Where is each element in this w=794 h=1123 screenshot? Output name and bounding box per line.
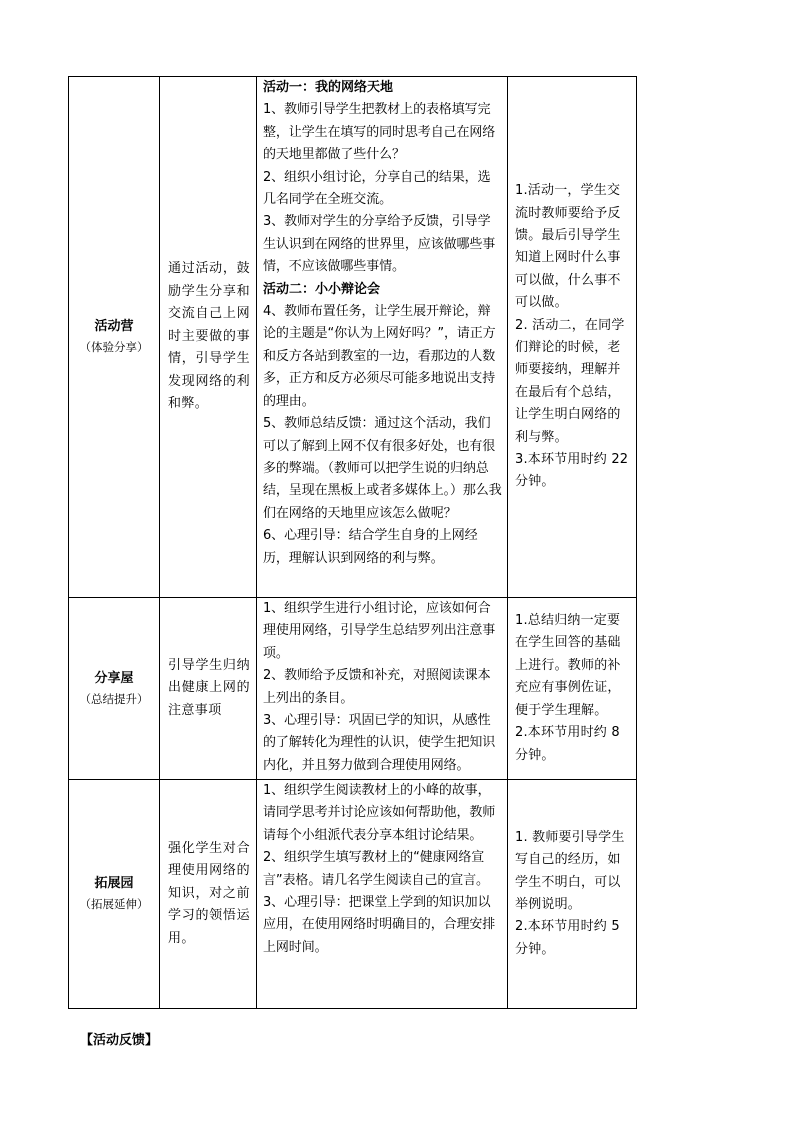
process-step: 4、教师布置任务，让学生展开辩论，辩论的主题是“你认为上网好吗？”，请正方和反方各站到教室的一边，看那边的人数多，正方和反方必须尽可能多地说出支持的理由。	[263, 304, 496, 409]
stage-goal: 通过活动，鼓励学生分享和交流自己上网时主要做的事情，引导学生发现网络的利和弊。	[168, 260, 250, 412]
process-heading: 活动二：小小辩论会	[263, 281, 381, 297]
stage-name: 活动营	[94, 319, 134, 334]
stage-note: 1.活动一，学生交流时教师要给予反馈。最后引导学生知道上网时什么事可以做，什么事不可以做。	[515, 183, 621, 311]
stage-notes-cell	[508, 77, 637, 598]
process-step: 5、教师总结反馈：通过这个活动，我们可以了解到上网不仅有很多好处，也有很多的弊端。（教师可以把学生说的归纳总结，呈现在黑板上或者多媒体上。）那么我们在网络的天地里应该怎么做呢？	[263, 416, 502, 521]
stage-subtitle: （拓展延伸）	[79, 897, 149, 911]
process-heading: 活动一：我的网络天地	[263, 80, 394, 95]
process-step: 2、组织小组讨论，分享自己的结果，选几名同学在全班交流。	[263, 169, 491, 208]
process-step: 1、组织学生阅读教材上的小峰的故事，请同学思考并讨论应该如何帮助他，教师请每个小组派代表分享本组讨论结果。	[263, 783, 496, 843]
stage-goal: 引导学生归纳出健康上网的注意事项	[168, 657, 250, 718]
stage-goal-cell	[160, 598, 257, 780]
stage-notes-cell	[508, 780, 637, 1009]
stage-process-cell	[257, 598, 508, 780]
lesson-plan-table	[68, 76, 637, 1009]
process-step: 2、组织学生填写教材上的“健康网络宣言”表格。请几名学生阅读自己的宣言。	[263, 850, 489, 888]
stage-name: 拓展园	[94, 876, 134, 891]
stage-goal-cell	[160, 77, 257, 598]
stage-name: 分享屋	[94, 670, 134, 686]
stage-note: 2.本环节用时约 8 分钟。	[515, 725, 620, 763]
feedback-heading: 【活动反馈】	[80, 1033, 159, 1048]
stage-goal-cell	[160, 780, 257, 1009]
process-step: 3、心理引导：巩固已学的知识，从感性的了解转化为理性的认识，使学生把知识内化，并且努力做到合理使用网络。	[263, 713, 496, 773]
stage-note: 3.本环节用时约 22 分钟。	[515, 452, 629, 490]
stage-subtitle: （总结提升）	[79, 691, 149, 706]
process-step: 3、教师对学生的分享给予反馈，引导学生认识到在网络的世界里，应该做哪些事情，不应该做哪些事情。	[263, 214, 496, 275]
stage-process-cell	[257, 780, 508, 1009]
process-step: 6、心理引导：结合学生自身的上网经历，理解认识到网络的利与弊。	[263, 528, 478, 566]
process-step: 3、心理引导：把课堂上学到的知识加以应用，在使用网络时明确目的，合理安排上网时间。	[263, 895, 496, 955]
stage-process-cell	[257, 77, 508, 598]
stage-name-cell	[69, 780, 160, 1009]
stage-name-cell	[69, 77, 160, 598]
stage-note: 1. 教师要引导学生写自己的经历，如学生不明白，可以举例说明。	[515, 829, 625, 912]
stage-note: 1.总结归纳一定要在学生回答的基础上进行。教师的补充应有事例佐证，便于学生理解。	[515, 613, 621, 718]
process-step: 2、教师给予反馈和补充，对照阅读课本上列出的条目。	[263, 668, 491, 706]
process-step: 1、组织学生进行小组讨论，应该如何合理使用网络，引导学生总结罗列出注意事项。	[263, 601, 496, 661]
stage-note: 2.本环节用时约 5 分钟。	[515, 919, 620, 957]
stage-notes-cell	[508, 598, 637, 780]
stage-note: 2. 活动二，在同学们辩论的时候，老师要接纳，理解并在最后有个总结，让学生明白网络的利与弊。	[515, 317, 625, 445]
table-row	[69, 780, 637, 1009]
process-step: 1、教师引导学生把教材上的表格填写完整，让学生在填写的同时思考自己在网络的天地里都做了些什么？	[263, 102, 496, 163]
table-row	[69, 598, 637, 780]
stage-name-cell	[69, 598, 160, 780]
stage-subtitle: （体验分享）	[79, 340, 149, 354]
table-row	[69, 77, 637, 598]
stage-goal: 强化学生对合理使用网络的知识，对之前学习的领悟运用。	[168, 840, 250, 946]
